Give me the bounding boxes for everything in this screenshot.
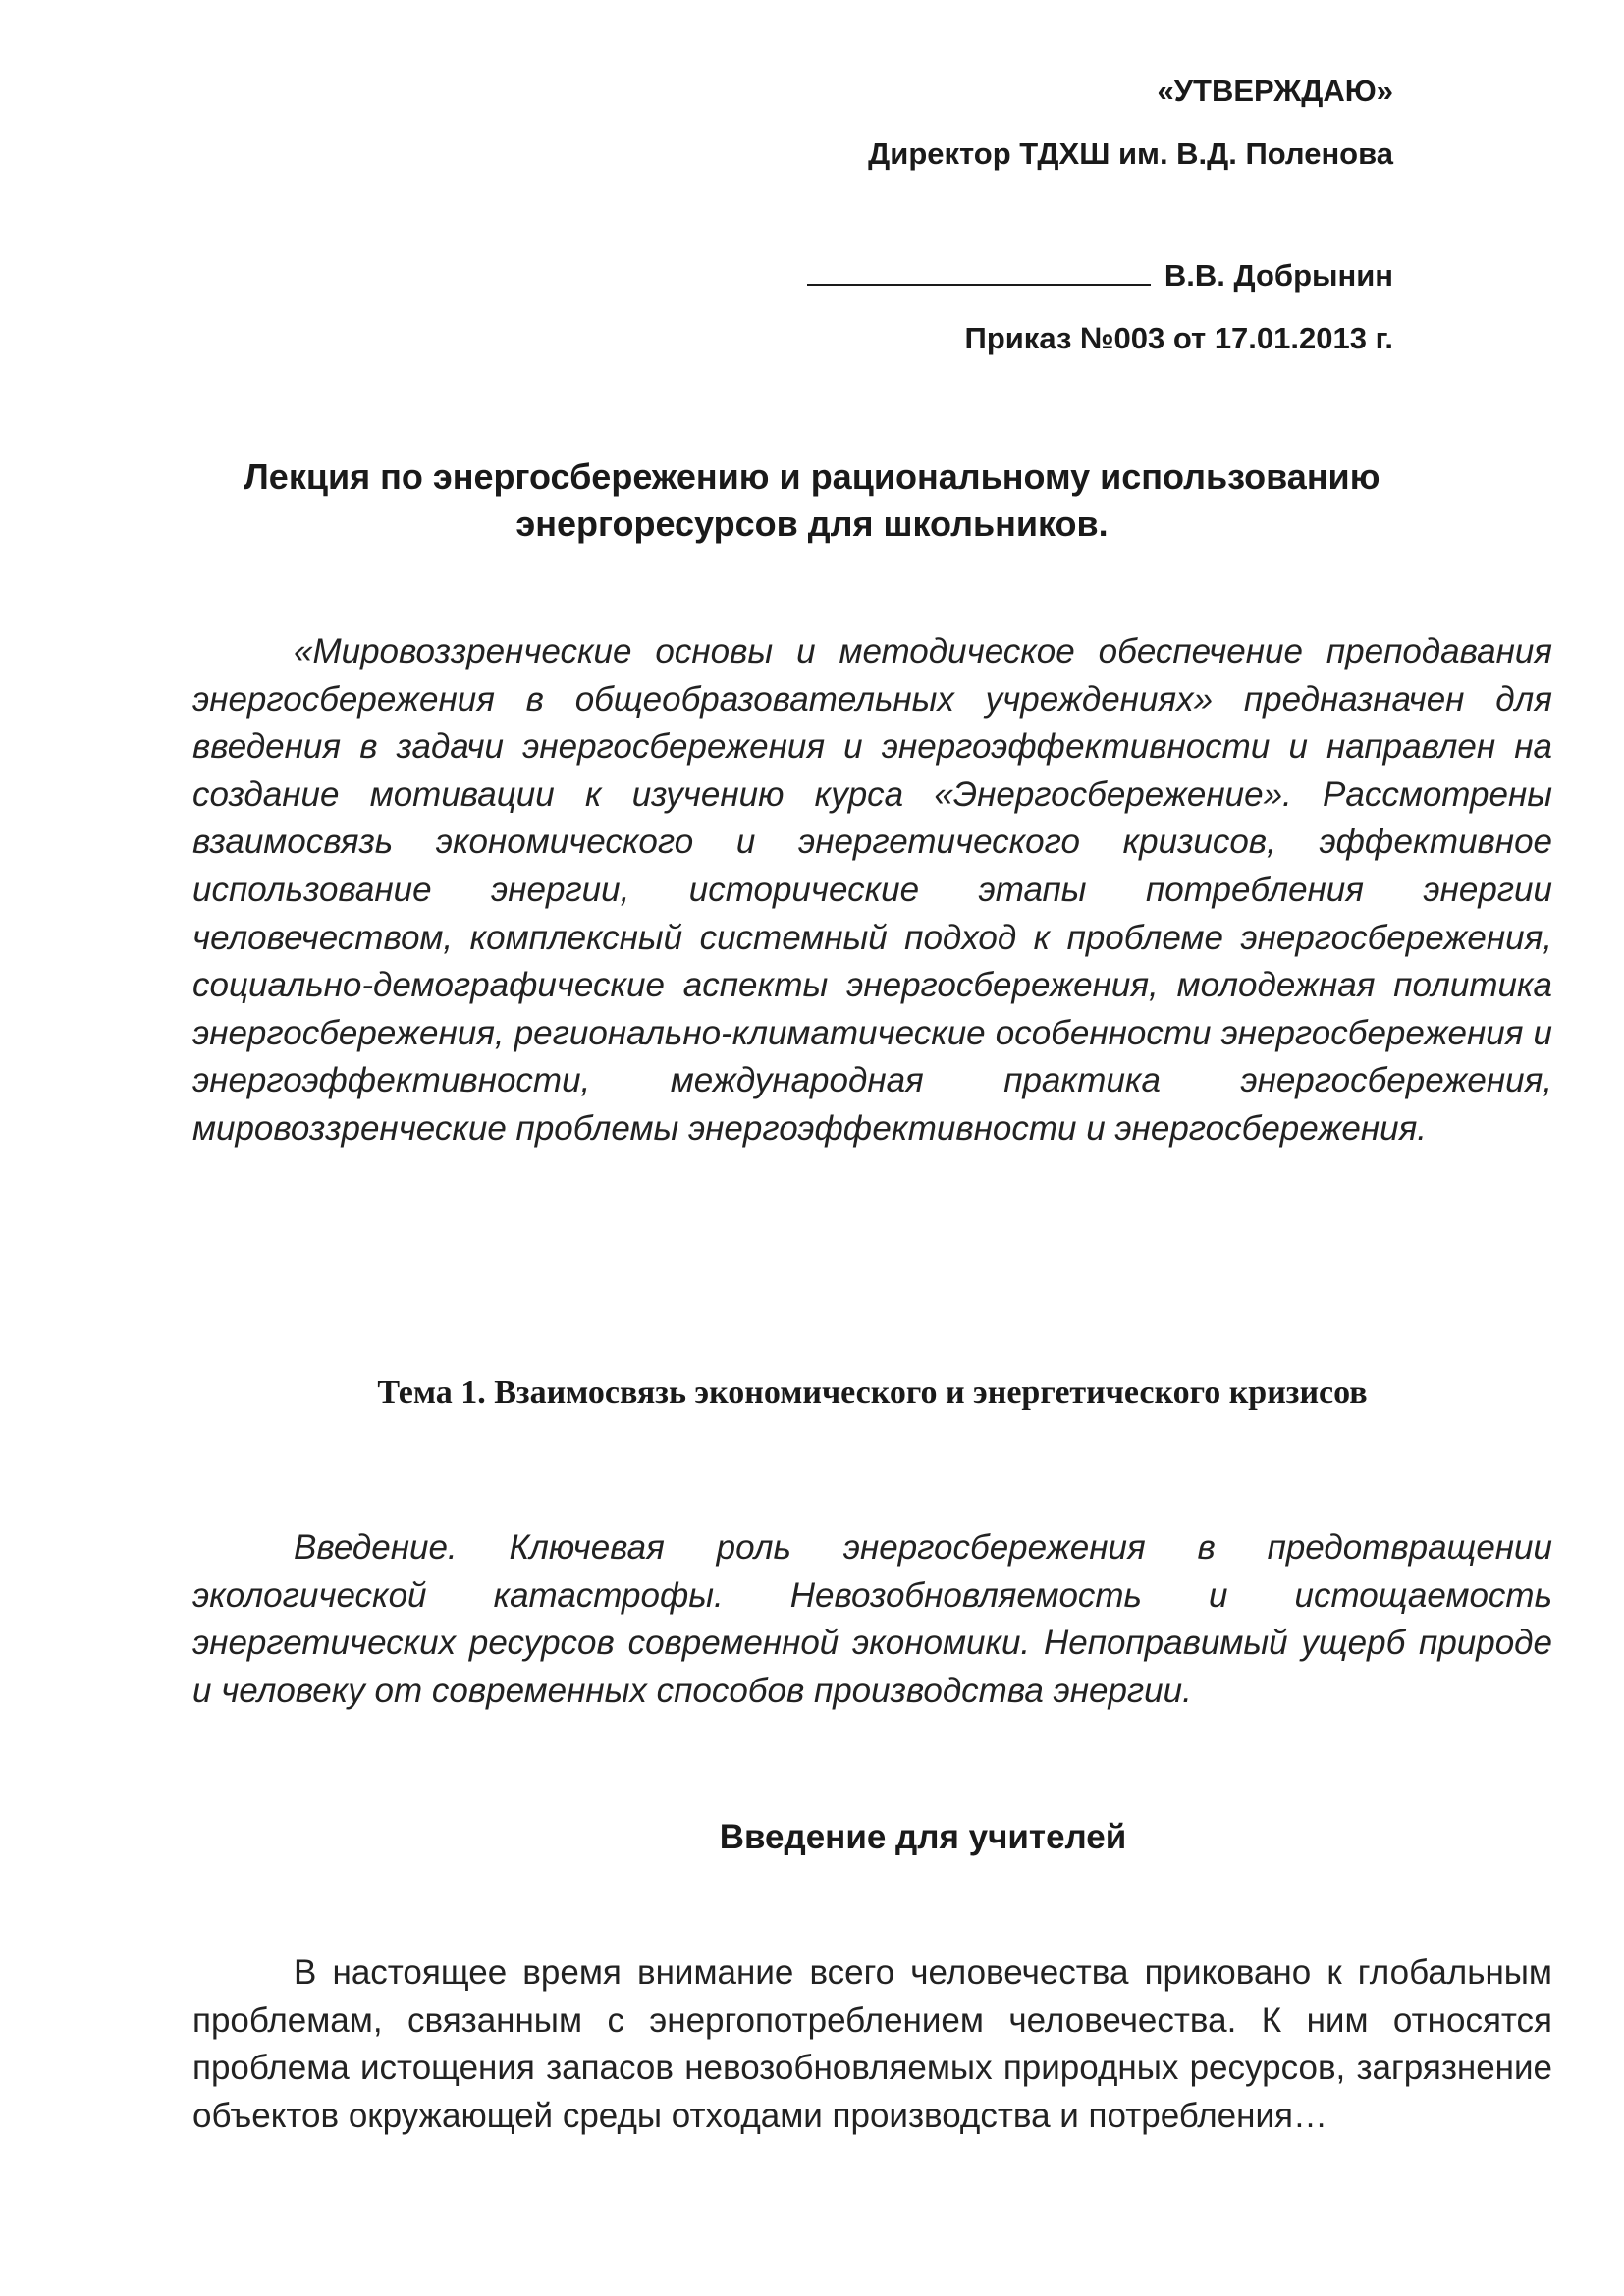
theme-heading: Тема 1. Взаимосвязь экономического и энергетического кризисов	[377, 1374, 1368, 1411]
title-line-1: Лекция по энергосбережению и рациональному использованию	[244, 456, 1380, 497]
teachers-heading: Введение для учителей	[719, 1818, 1127, 1856]
approve-label: «УТВЕРЖДАЮ»	[1157, 74, 1393, 108]
signer-name: В.В. Добрынин	[1164, 258, 1393, 293]
abstract-paragraph: «Мировоззренческие основы и методическое обеспечение преподавания энергосбережения в общеобразовательных учреждениях» предназначен для введения в задачи энергосбережения и энергоэффективности и направлен на создание мотивации к изучению курса «Энергосбережение». Рассмотрены взаимосвязь экономического и энергетического кризисов, эффективное использование энергии, исторические этапы потребления энергии человечеством, комплексный системный подход к проблеме энергосбережения, социально-демографические аспекты энергосбережения, молодежная политика энергосбережения, регионально-климатические особенности энергосбережения и энергоэффективности, международная практика энергосбережения, мировоззренческие проблемы энергоэффективности и энергосбережения.	[192, 632, 1552, 1148]
approval-block	[807, 74, 1393, 356]
order-line: Приказ №003 от 17.01.2013 г.	[964, 321, 1393, 355]
director-line: Директор ТДХШ им. В.Д. Поленова	[868, 136, 1393, 171]
signature-blank	[807, 266, 1151, 286]
body-paragraph: В настоящее время внимание всего человечества приковано к глобальным проблемам, связанным с энергопотреблением человечества. К ним относятся проблема истощения запасов невозобновляемых природных ресурсов, загрязнение объектов окружающей среды отходами производства и потребления…	[192, 1953, 1552, 2135]
intro-paragraph: Введение. Ключевая роль энергосбережения в предотвращении экологической катастрофы. Невозобновляемость и истощаемость энергетических ресурсов современной экономики. Непоправимый ущерб природе и человеку от современных способов производства энергии.	[192, 1528, 1552, 1710]
signature-line	[807, 258, 1393, 321]
title-line-2: энергоресурсов для школьников.	[515, 504, 1109, 544]
document-title	[118, 454, 1506, 548]
